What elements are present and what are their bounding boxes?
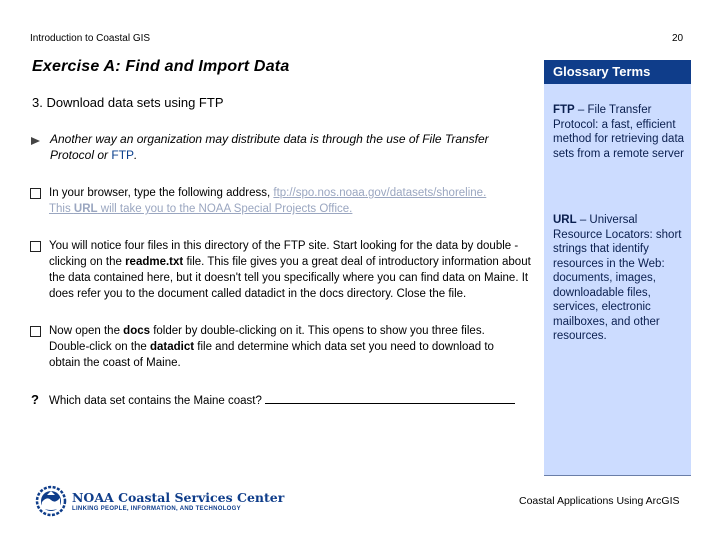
step-heading: 3. Download data sets using FTP xyxy=(32,95,224,110)
url-sentence: This URL will take you to the NOAA Special Projects Office. xyxy=(49,203,353,215)
checkbox-bullet-icon xyxy=(30,326,41,337)
instruction-item-1: In your browser, type the following address, ftp://spo.nos.noaa.gov/datasets/shoreline. This URL will take you to the NOAA Special Projects Office. xyxy=(49,185,529,217)
docs-folder-name: docs xyxy=(123,325,151,337)
exercise-title: Exercise A: Find and Import Data xyxy=(32,58,290,75)
answer-blank[interactable] xyxy=(265,393,515,404)
readme-file-name: readme.txt xyxy=(125,256,184,268)
checkbox-bullet-icon xyxy=(30,188,41,199)
logo-title: NOAA Coastal Services Center xyxy=(72,490,285,505)
instruction-item-3: Now open the docs folder by double-clicking on it. This opens to show you three files. Double-click on the datadict file and determine which data set you need to download to obtain the coast of Maine. xyxy=(49,323,519,371)
glossary-term-ftp: FTP – File Transfer Protocol: a fast, efficient method for retrieving data sets from a remote server xyxy=(553,104,685,160)
question-mark-icon: ? xyxy=(31,392,39,407)
instruction-item-2: You will notice four files in this directory of the FTP site. Start looking for the data by double -clicking on the readme.txt file. This file gives you a great deal of introductory information about the data contained here, but it doesn't tell you specifically where you can find data on Maine. It does refer you to the document called datadict in the docs directory. Close the file. xyxy=(49,238,537,302)
checkbox-bullet-icon xyxy=(30,241,41,252)
arrow-bullet-icon xyxy=(31,137,40,145)
noaa-logo-icon xyxy=(35,485,67,517)
footer-text: Coastal Applications Using ArcGIS xyxy=(519,495,680,507)
ftp-address-link[interactable]: ftp://spo.nos.noaa.gov/datasets/shoreline. xyxy=(273,187,487,199)
glossary-heading: Glossary Terms xyxy=(544,60,691,84)
ftp-term: FTP xyxy=(111,148,135,162)
datadict-file-name: datadict xyxy=(150,341,195,353)
logo-tagline: LINKING PEOPLE, INFORMATION, AND TECHNOLOGY xyxy=(72,506,241,512)
sidebar-bottom-rule xyxy=(544,475,691,476)
page-number: 20 xyxy=(672,33,684,44)
glossary-term-url: URL – Universal Resource Locators: short strings that identify resources in the Web: documents, images, downloadable files, services, electronic mailboxes, and other resources. xyxy=(553,214,682,342)
intro-paragraph: Another way an organization may distribute data is through the use of File Transfer Protocol or FTP. xyxy=(50,131,510,163)
question-line: ? Which data set contains the Maine coast? xyxy=(49,393,539,409)
running-header: Introduction to Coastal GIS xyxy=(30,33,151,44)
